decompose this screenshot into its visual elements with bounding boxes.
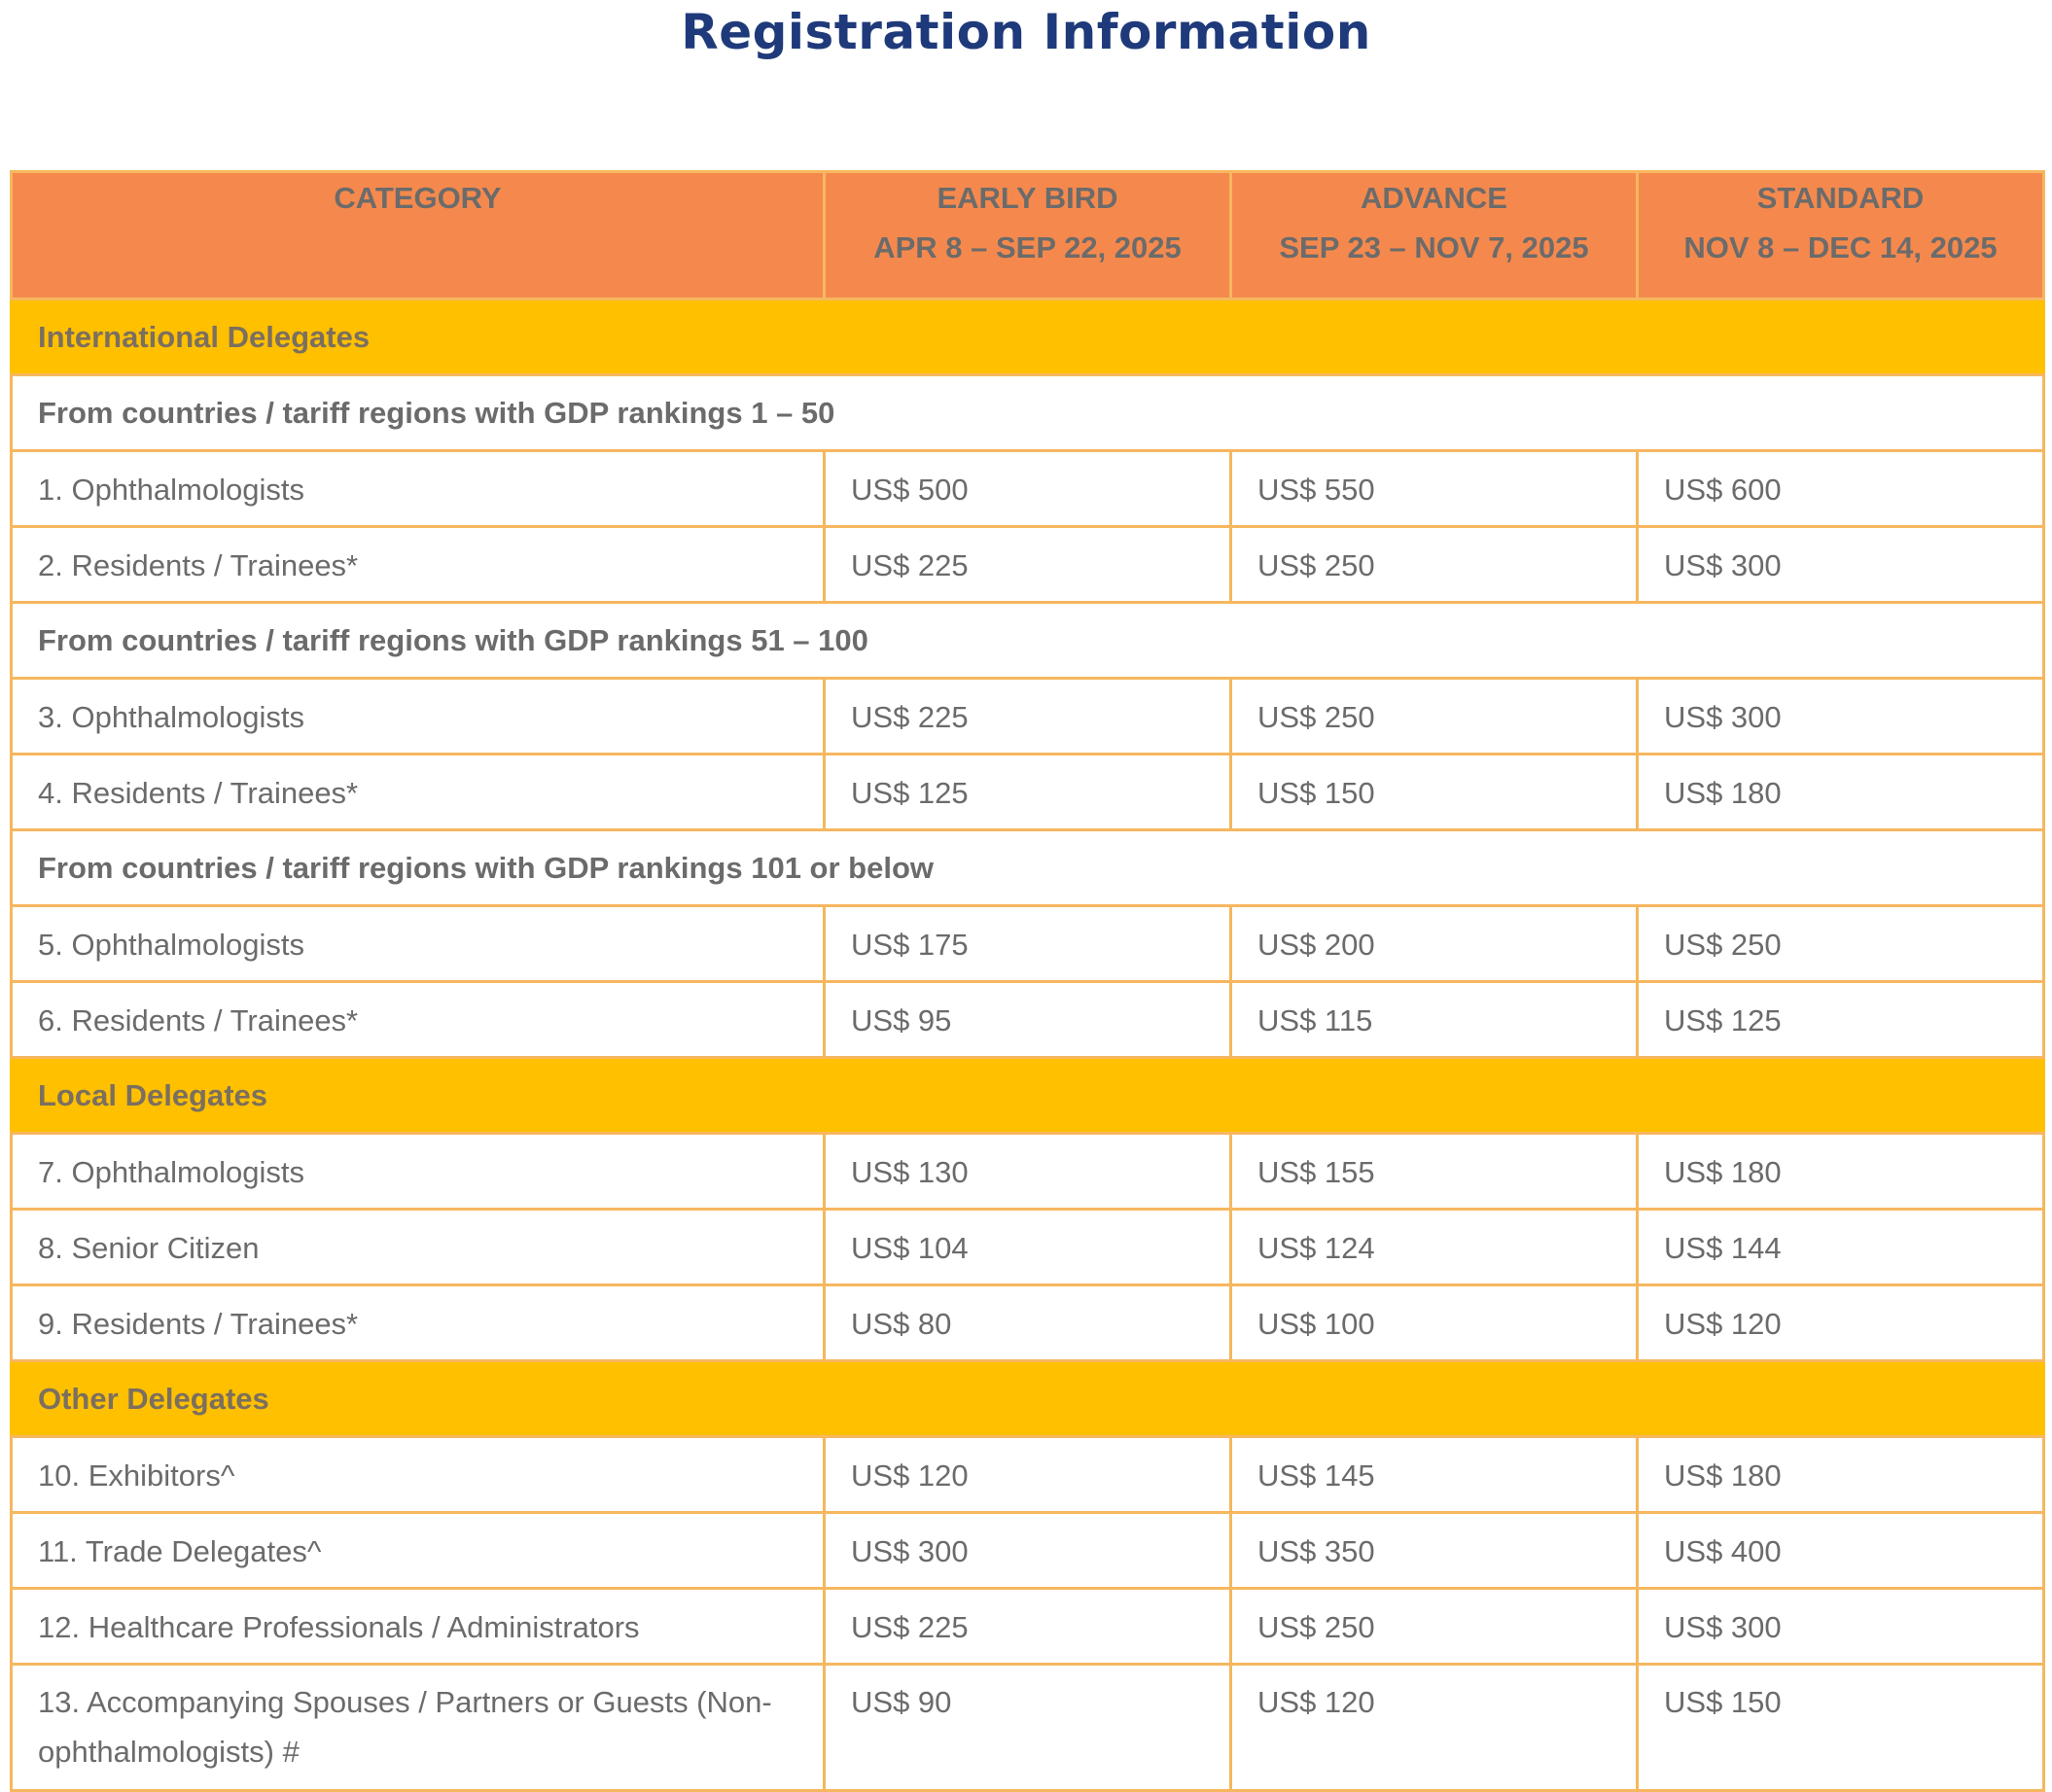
price-advance: US$ 115 xyxy=(1231,982,1638,1058)
price-early-bird: US$ 95 xyxy=(825,982,1231,1058)
price-early-bird: US$ 130 xyxy=(825,1134,1231,1210)
price-advance: US$ 550 xyxy=(1231,451,1638,527)
row-label: 11. Trade Delegates^ xyxy=(12,1513,825,1589)
price-standard: US$ 125 xyxy=(1638,982,2044,1058)
price-standard: US$ 180 xyxy=(1638,755,2044,830)
price-standard: US$ 600 xyxy=(1638,451,2044,527)
header-early-bird xyxy=(825,172,1231,299)
price-early-bird: US$ 225 xyxy=(825,679,1231,755)
table-row xyxy=(12,679,2044,755)
price-advance: US$ 200 xyxy=(1231,906,1638,982)
price-standard: US$ 300 xyxy=(1638,679,2044,755)
subhead-title: From countries / tariff regions with GDP rankings 1 – 50 xyxy=(12,375,2044,451)
row-label: 1. Ophthalmologists xyxy=(12,451,825,527)
price-standard: US$ 120 xyxy=(1638,1285,2044,1361)
page-title: Registration Information xyxy=(681,4,1371,60)
price-early-bird: US$ 225 xyxy=(825,1589,1231,1665)
subhead-title: From countries / tariff regions with GDP rankings 51 – 100 xyxy=(12,603,2044,679)
price-standard: US$ 180 xyxy=(1638,1437,2044,1513)
section-title: Local Delegates xyxy=(12,1058,2044,1134)
table-row xyxy=(12,1210,2044,1285)
price-advance: US$ 250 xyxy=(1231,1589,1638,1665)
price-early-bird: US$ 125 xyxy=(825,755,1231,830)
price-standard: US$ 300 xyxy=(1638,1589,2044,1665)
section-title: Other Delegates xyxy=(12,1361,2044,1437)
table-row xyxy=(12,1437,2044,1513)
table-row xyxy=(12,982,2044,1058)
table-row xyxy=(12,1134,2044,1210)
period-dates: SEP 23 – NOV 7, 2025 xyxy=(1279,230,1589,264)
registration-table xyxy=(10,170,2045,1792)
row-label: 7. Ophthalmologists xyxy=(12,1134,825,1210)
price-early-bird: US$ 104 xyxy=(825,1210,1231,1285)
table-row xyxy=(12,527,2044,603)
price-standard: US$ 150 xyxy=(1638,1665,2044,1791)
price-early-bird: US$ 90 xyxy=(825,1665,1231,1791)
price-advance: US$ 124 xyxy=(1231,1210,1638,1285)
row-label: 5. Ophthalmologists xyxy=(12,906,825,982)
price-advance: US$ 250 xyxy=(1231,527,1638,603)
period-name: STANDARD xyxy=(1756,181,1925,215)
price-standard: US$ 180 xyxy=(1638,1134,2044,1210)
period-name: EARLY BIRD xyxy=(937,181,1118,215)
subhead-title: From countries / tariff regions with GDP rankings 101 or below xyxy=(12,830,2044,906)
header-advance xyxy=(1231,172,1638,299)
row-label: 9. Residents / Trainees* xyxy=(12,1285,825,1361)
price-early-bird: US$ 225 xyxy=(825,527,1231,603)
section-row-international xyxy=(12,299,2044,375)
price-advance: US$ 120 xyxy=(1231,1665,1638,1791)
table-row xyxy=(12,1589,2044,1665)
row-label: 3. Ophthalmologists xyxy=(12,679,825,755)
price-early-bird: US$ 80 xyxy=(825,1285,1231,1361)
price-advance: US$ 350 xyxy=(1231,1513,1638,1589)
price-advance: US$ 100 xyxy=(1231,1285,1638,1361)
table-row xyxy=(12,755,2044,830)
price-advance: US$ 145 xyxy=(1231,1437,1638,1513)
period-dates: APR 8 – SEP 22, 2025 xyxy=(873,230,1182,264)
table-row xyxy=(12,1513,2044,1589)
subhead-row xyxy=(12,375,2044,451)
section-title: International Delegates xyxy=(12,299,2044,375)
row-label: 8. Senior Citizen xyxy=(12,1210,825,1285)
price-standard: US$ 400 xyxy=(1638,1513,2044,1589)
row-label: 12. Healthcare Professionals / Administrators xyxy=(12,1589,825,1665)
table-row xyxy=(12,1665,2044,1791)
price-advance: US$ 150 xyxy=(1231,755,1638,830)
table-row xyxy=(12,1285,2044,1361)
row-label: 13. Accompanying Spouses / Partners or Guests (Non-ophthalmologists) # xyxy=(12,1665,825,1791)
period-dates: NOV 8 – DEC 14, 2025 xyxy=(1683,230,1998,264)
table-row xyxy=(12,451,2044,527)
row-label: 6. Residents / Trainees* xyxy=(12,982,825,1058)
section-row-local xyxy=(12,1058,2044,1134)
subhead-row xyxy=(12,603,2044,679)
price-advance: US$ 155 xyxy=(1231,1134,1638,1210)
price-standard: US$ 300 xyxy=(1638,527,2044,603)
row-label: 2. Residents / Trainees* xyxy=(12,527,825,603)
price-early-bird: US$ 300 xyxy=(825,1513,1231,1589)
price-standard: US$ 144 xyxy=(1638,1210,2044,1285)
table-row xyxy=(12,906,2044,982)
price-advance: US$ 250 xyxy=(1231,679,1638,755)
section-row-other xyxy=(12,1361,2044,1437)
period-name: ADVANCE xyxy=(1361,181,1507,215)
price-early-bird: US$ 175 xyxy=(825,906,1231,982)
row-label: 10. Exhibitors^ xyxy=(12,1437,825,1513)
price-early-bird: US$ 120 xyxy=(825,1437,1231,1513)
price-early-bird: US$ 500 xyxy=(825,451,1231,527)
header-category: CATEGORY xyxy=(12,172,825,299)
table-header-row xyxy=(12,172,2044,299)
subhead-row xyxy=(12,830,2044,906)
price-standard: US$ 250 xyxy=(1638,906,2044,982)
header-standard xyxy=(1638,172,2044,299)
row-label: 4. Residents / Trainees* xyxy=(12,755,825,830)
